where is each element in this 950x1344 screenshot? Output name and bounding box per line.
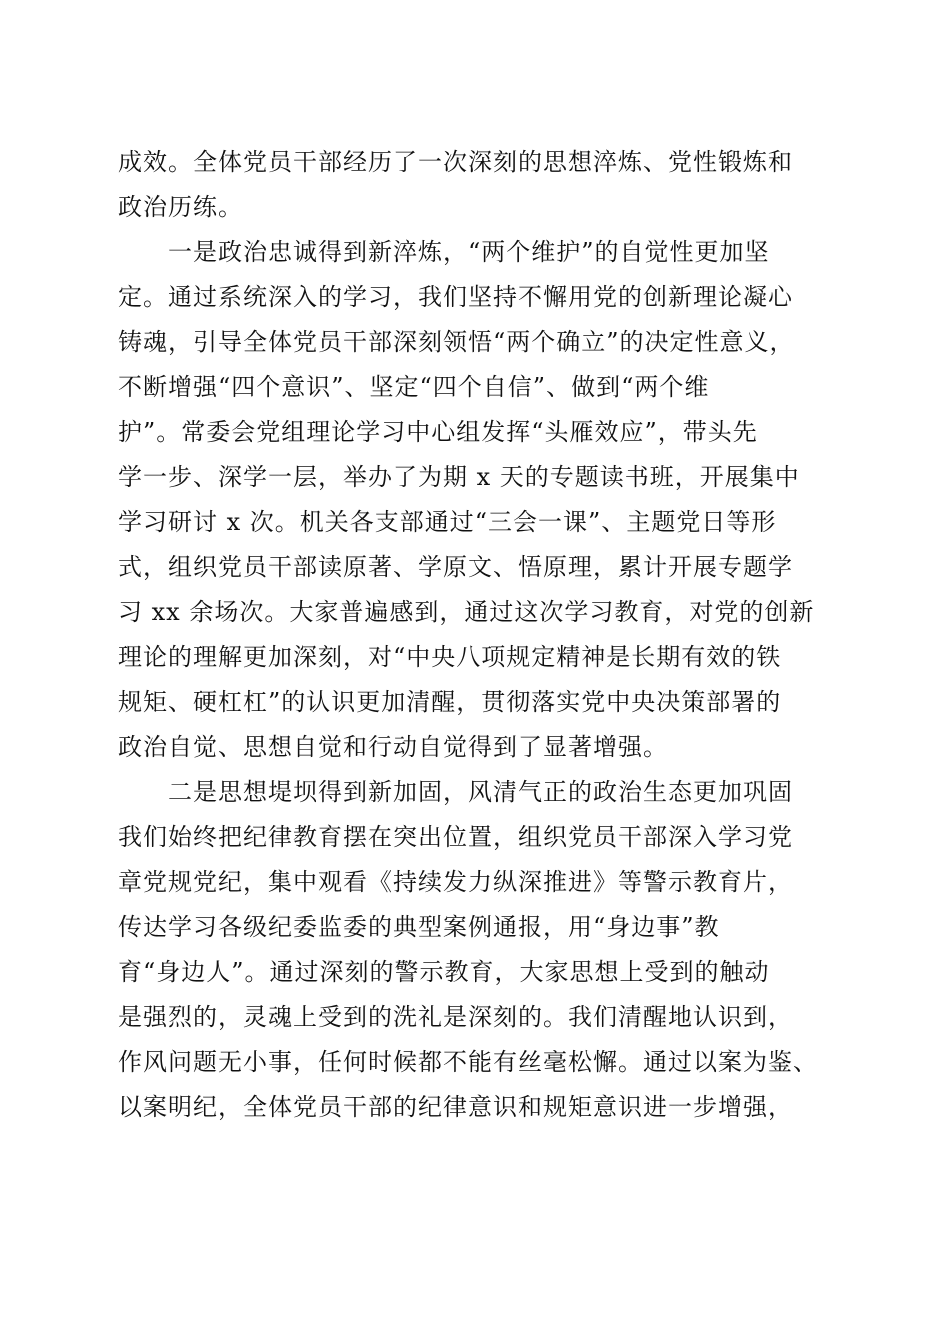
text-line: 铸魂，引导全体党员干部深刻领悟“两个确立”的决定性意义， [118,328,795,356]
text-line: 是强烈的，灵魂上受到的洗礼是深刻的。我们清醒地认识到， [118,1003,793,1031]
text-line: 作风问题无小事，任何时候都不能有丝毫松懈。通过以案为鉴、 [118,1048,818,1076]
text-line: 学习研讨 x 次。机关各支部通过“三会一课”、主题党日等形 [118,508,777,536]
text-line: 一是政治忠诚得到新淬炼，“两个维护”的自觉性更加坚 [168,238,770,266]
text-line: 定。通过系统深入的学习，我们坚持不懈用党的创新理论凝心 [118,283,793,311]
text-line: 理论的理解更加深刻，对“中央八项规定精神是长期有效的铁 [118,643,782,671]
text-line: 政治自觉、思想自觉和行动自觉得到了显著增强。 [118,733,668,761]
text-line: 传达学习各级纪委监委的典型案例通报，用“身边事”教 [118,913,720,941]
text-line: 章党规党纪，集中观看《持续发力纵深推进》等警示教育片， [118,868,793,896]
text-line: 规矩、硬杠杠”的认识更加清醒，贯彻落实党中央决策部署的 [118,688,782,716]
text-line: 以案明纪，全体党员干部的纪律意识和规矩意识进一步增强， [118,1093,793,1121]
text-line: 习 xx 余场次。大家普遍感到，通过这次学习教育，对党的创新 [118,598,815,626]
text-line: 成效。全体党员干部经历了一次深刻的思想淬炼、党性锻炼和 [118,148,793,176]
text-line: 政治历练。 [118,193,243,221]
document-body [118,140,834,1130]
text-line: 式，组织党员干部读原著、学原文、悟原理，累计开展专题学 [118,553,793,581]
text-line: 学一步、深学一层，举办了为期 x 天的专题读书班，开展集中 [118,463,800,491]
text-line: 护”。常委会党组理论学习中心组发挥“头雁效应”，带头先 [118,418,758,446]
text-line: 我们始终把纪律教育摆在突出位置，组织党员干部深入学习党 [118,823,793,851]
text-line: 二是思想堤坝得到新加固，风清气正的政治生态更加巩固 [168,778,793,806]
text-line: 育“身边人”。通过深刻的警示教育，大家思想上受到的触动 [118,958,770,986]
text-line: 不断增强“四个意识”、坚定“四个自信”、做到“两个维 [118,373,710,401]
